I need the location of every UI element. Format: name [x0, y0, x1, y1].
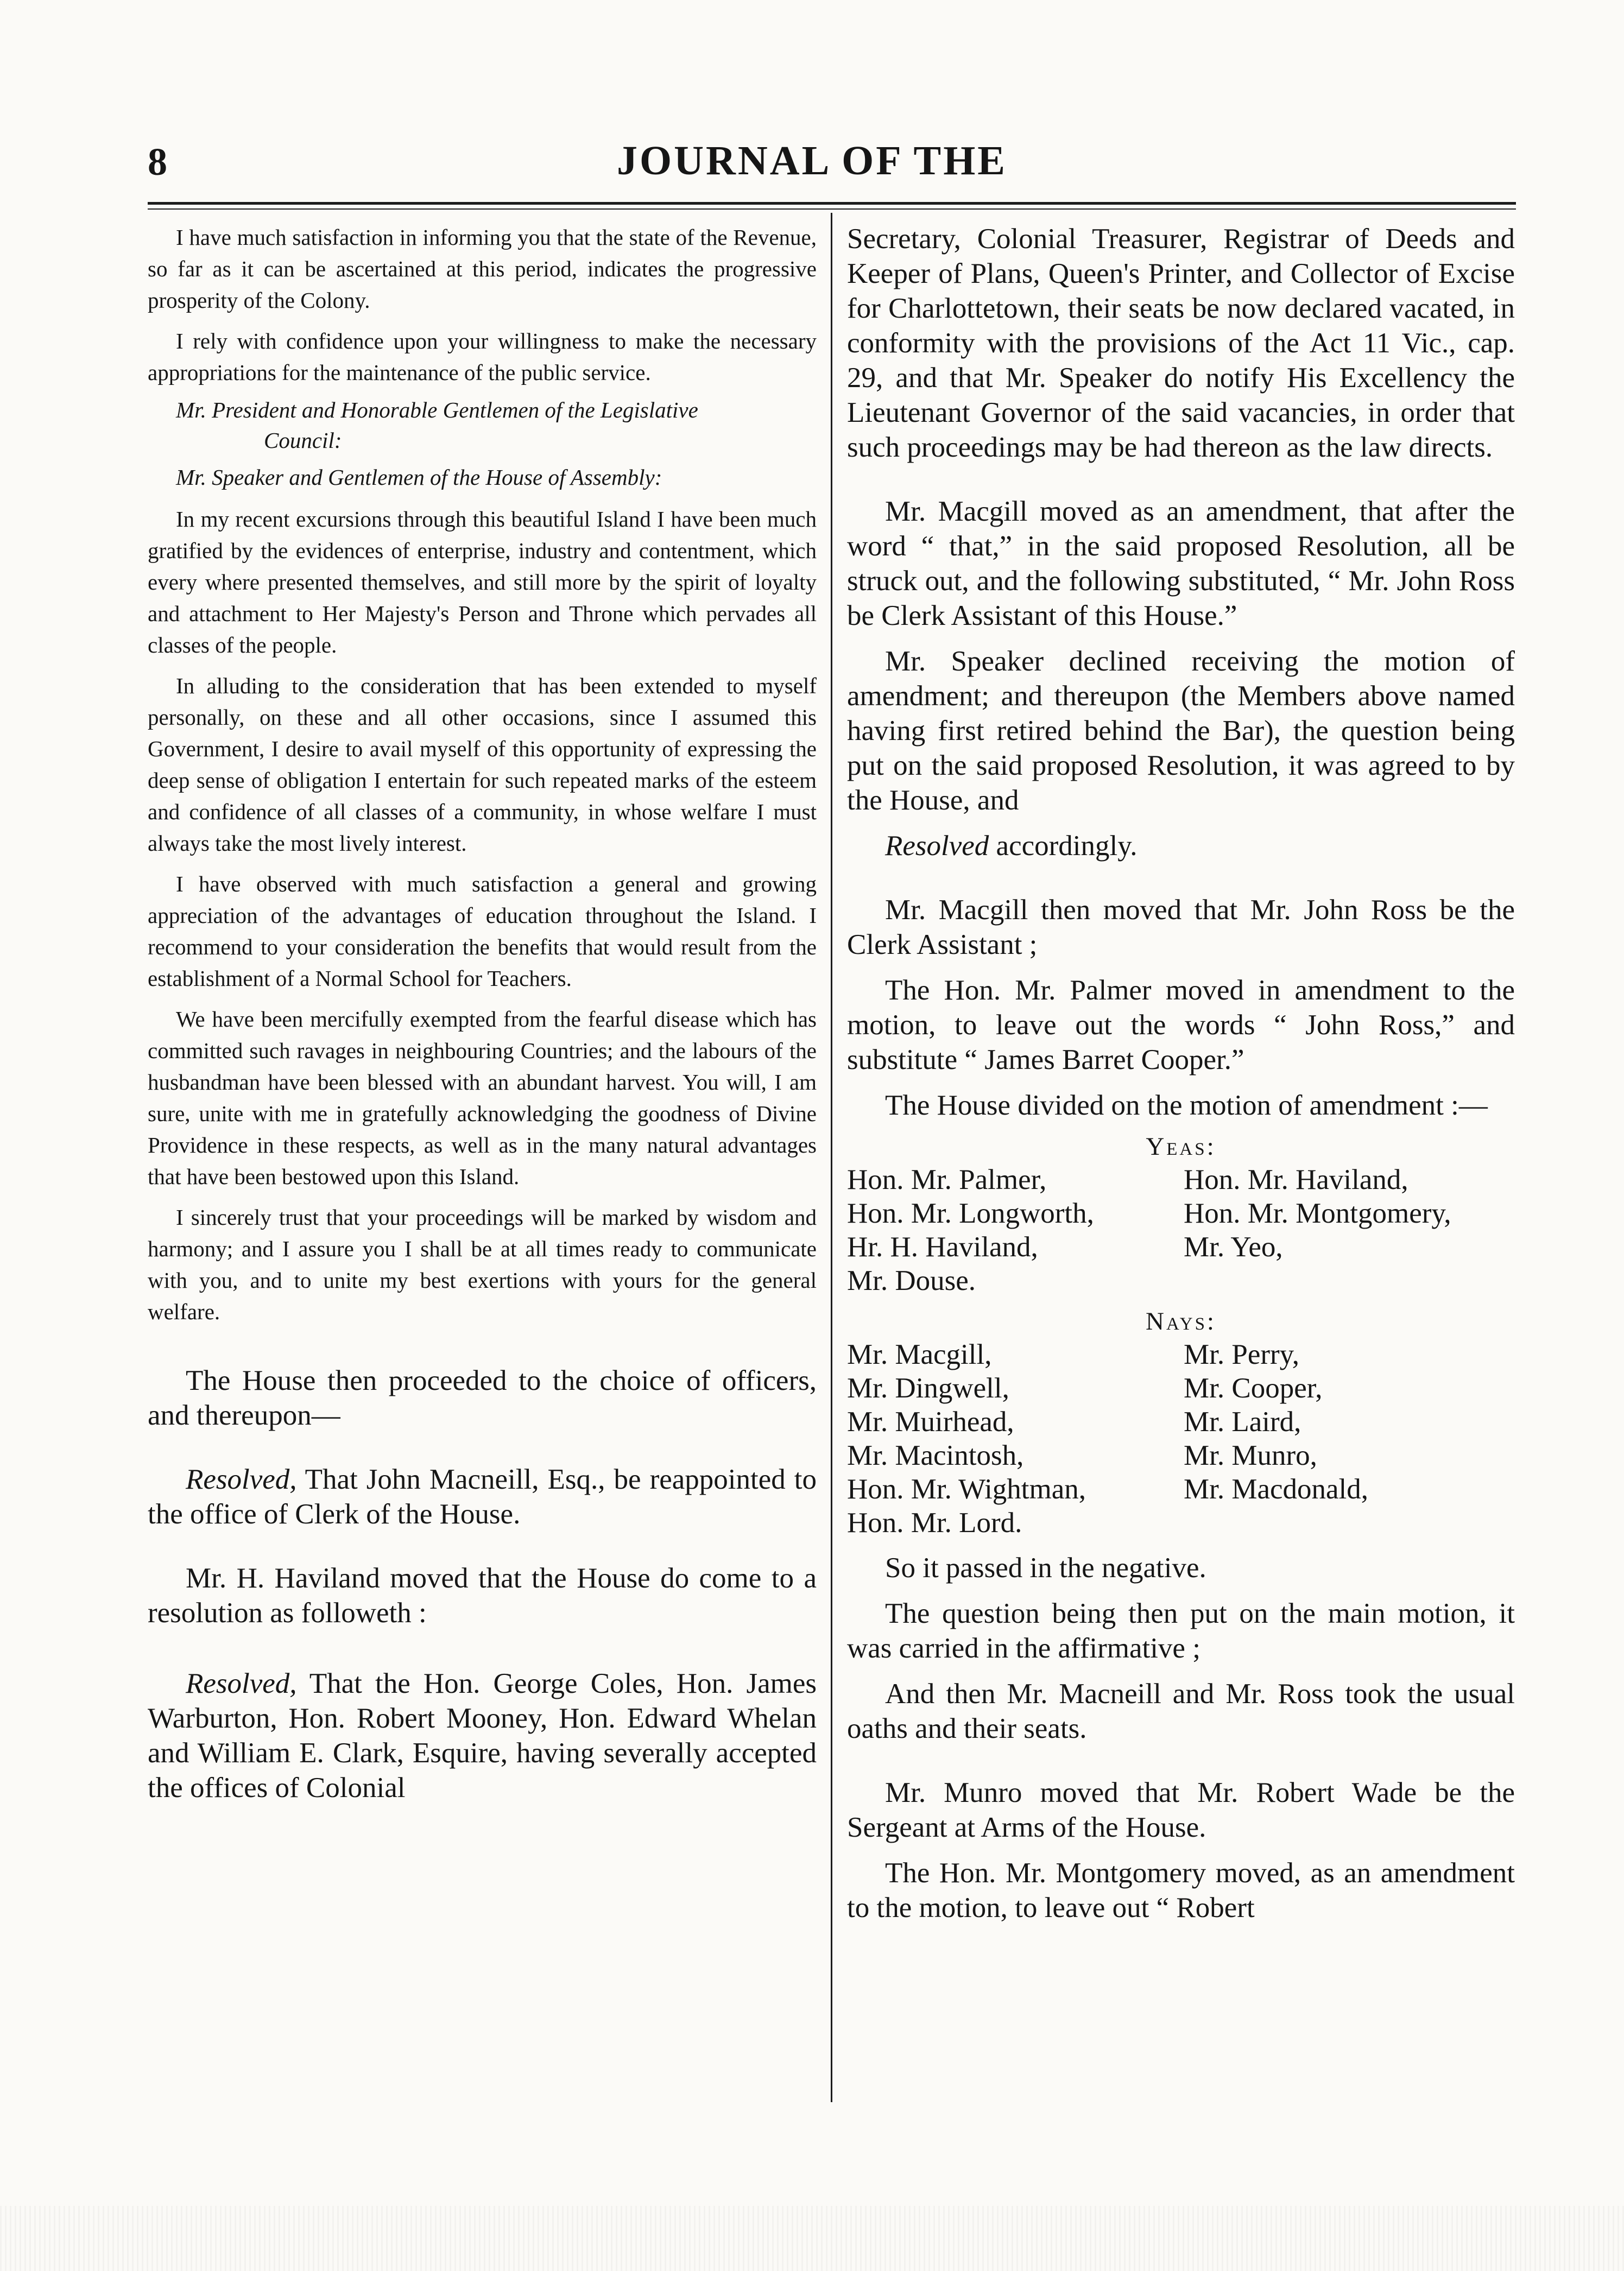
paragraph: I have much satisfaction in informing you that the state of the Revenue, so far as it can be ascertained at this period, indicates the progressive prosperity of the Colony. — [148, 225, 817, 313]
resolved-lead: Resolved — [885, 830, 989, 862]
paragraph: And then Mr. Macneill and Mr. Ross took the usual oaths and their seats. — [847, 1678, 1515, 1744]
address-heading — [148, 395, 817, 456]
yeas-list — [847, 1163, 1515, 1298]
voter-name: Mr. Cooper, — [1184, 1372, 1323, 1404]
voter-name: Hon. Mr. Montgomery, — [1184, 1198, 1451, 1229]
voter-name: Hon. Mr. Lord. — [847, 1507, 1022, 1539]
paragraph: In alluding to the consideration that has been extended to myself personally, on these and all other occasions, since I assumed this Government, I desire to avail myself of this opportunity of expressing the deep sense of obligation I entertain for such repeated marks of the esteem and confidence of all classes of a community, in whose welfare I must always take the most lively interest. — [148, 673, 817, 856]
paragraph: The House then proceeded to the choice of officers, and thereupon— — [148, 1365, 817, 1431]
voter-name: Mr. Yeo, — [1184, 1231, 1283, 1263]
resolved-lead: Resolved, — [186, 1668, 297, 1699]
voter-name: Mr. Douse. — [847, 1265, 976, 1296]
paragraph: The question being then put on the main motion, it was carried in the affirmative ; — [847, 1598, 1515, 1664]
column-divider — [831, 213, 832, 2102]
voter-name — [1184, 1264, 1515, 1298]
voter-name: Mr. Macgill, — [847, 1339, 992, 1370]
paragraph: We have been mercifully exempted from the fearful disease which has committed such ravages in neighbouring Countries; and the labours of the husbandman have been blessed with an abundant harvest. You will, I am sure, unite with me in gratefully acknowledging the goodness of Divine Providence in these respects, as well as in the many natural advantages that have been bestowed upon this Island. — [148, 1007, 817, 1189]
paragraph-text: That John Macneill, Esq., be reappointed to the office of Clerk of the House. — [148, 1464, 817, 1530]
paragraph: I have observed with much satisfaction a general and growing appreciation of the advantages of education throughout the Island. I recommend to your consideration the benefits that would result from the establishment of a Normal School for Teachers. — [148, 871, 817, 991]
voter-name: Hr. H. Haviland, — [847, 1231, 1038, 1263]
page-number: 8 — [148, 140, 167, 184]
running-title: JOURNAL OF THE — [617, 138, 1007, 184]
voter-name: Hon. Mr. Wightman, — [847, 1473, 1086, 1505]
voter-name: Mr. Macintosh, — [847, 1440, 1024, 1471]
page-edge-speckle — [0, 2206, 1624, 2271]
voter-name: Mr. Perry, — [1184, 1339, 1299, 1370]
paragraph — [847, 828, 1515, 863]
paragraph: The Hon. Mr. Montgomery moved, as an amendment to the motion, to leave out “ Robert — [847, 1857, 1515, 1924]
paragraph: Mr. Macgill then moved that Mr. John Ross be the Clerk Assistant ; — [847, 894, 1515, 960]
voter-name: Mr. Laird, — [1184, 1406, 1301, 1438]
paragraph: I rely with confidence upon your willingness to make the necessary appropriations for the maintenance of the public service. — [148, 328, 817, 385]
paragraph — [148, 1462, 817, 1532]
resolved-lead: Resolved, — [186, 1464, 297, 1495]
header-rule-thin — [148, 208, 1516, 210]
paragraph: Mr. H. Haviland moved that the House do come to a resolution as followeth : — [148, 1563, 817, 1629]
nays-heading: Nays: — [1146, 1307, 1216, 1336]
voter-name: Hon. Mr. Longworth, — [847, 1198, 1094, 1229]
paragraph-text: That the Hon. George Coles, Hon. James Warburton, Hon. Robert Mooney, Hon. Edward Whelan and William E. Clark, Esquire, having severally accepted the offices of Colonial — [148, 1668, 817, 1804]
nays-list — [847, 1338, 1515, 1540]
address-line: Council: — [264, 428, 342, 453]
header-rule — [148, 202, 1516, 205]
voter-name — [1184, 1506, 1515, 1540]
paragraph: The Hon. Mr. Palmer moved in amendment to the motion, to leave out the words “ John Ross,” and substitute “ James Barret Cooper.” — [847, 975, 1515, 1076]
voter-name: Hon. Mr. Haviland, — [1184, 1164, 1408, 1195]
paragraph: Mr. Munro moved that Mr. Robert Wade be the Sergeant at Arms of the House. — [847, 1777, 1515, 1843]
address-heading: Mr. Speaker and Gentlemen of the House of Assembly: — [176, 465, 662, 490]
left-column — [148, 222, 817, 1805]
address-line: Mr. President and Honorable Gentlemen of the Legislative — [176, 397, 698, 422]
voter-name: Mr. Muirhead, — [847, 1406, 1014, 1438]
paragraph: In my recent excursions through this beautiful Island I have been much gratified by the evidences of enterprise, industry and contentment, which every where presented themselves, and still more by the spirit of loyalty and attachment to Her Majesty's Person and Throne which pervades all classes of the people. — [148, 507, 817, 657]
paragraph: Secretary, Colonial Treasurer, Registrar of Deeds and Keeper of Plans, Queen's Printer, and Collector of Excise for Charlottetown, their seats be now declared vacated, in conformity with the provisions of the Act 11 Vic., cap. 29, and that Mr. Speaker do notify His Excellency the Lieutenant Governor of the said vacancies, in order that such proceedings may be had thereon as the law directs. — [847, 223, 1515, 463]
paragraph: The House divided on the motion of amendment :— — [885, 1090, 1488, 1121]
voter-name: Mr. Munro, — [1184, 1440, 1317, 1471]
paragraph: I sincerely trust that your proceedings will be marked by wisdom and harmony; and I assure you I shall be at all times ready to communicate with you, and to unite my best exertions with yours for the general welfare. — [148, 1205, 817, 1324]
paragraph-text: accordingly. — [989, 830, 1138, 862]
paragraph: Mr. Macgill moved as an amendment, that after the word “ that,” in the said proposed Resolution, all be struck out, and the following substituted, “ Mr. John Ross be Clerk Assistant of this House.” — [847, 496, 1515, 631]
paragraph: So it passed in the negative. — [885, 1552, 1206, 1584]
voter-name: Hon. Mr. Palmer, — [847, 1164, 1047, 1195]
yeas-heading: Yeas: — [1146, 1133, 1216, 1161]
paragraph — [148, 1666, 817, 1805]
paragraph: Mr. Speaker declined receiving the motion of amendment; and thereupon (the Members above named having first retired behind the Bar), the question being put on the said proposed Resolution, it was agreed to by the House, and — [847, 646, 1515, 816]
voter-name: Mr. Dingwell, — [847, 1372, 1009, 1404]
voter-name: Mr. Macdonald, — [1184, 1473, 1369, 1505]
right-column — [847, 222, 1515, 1925]
